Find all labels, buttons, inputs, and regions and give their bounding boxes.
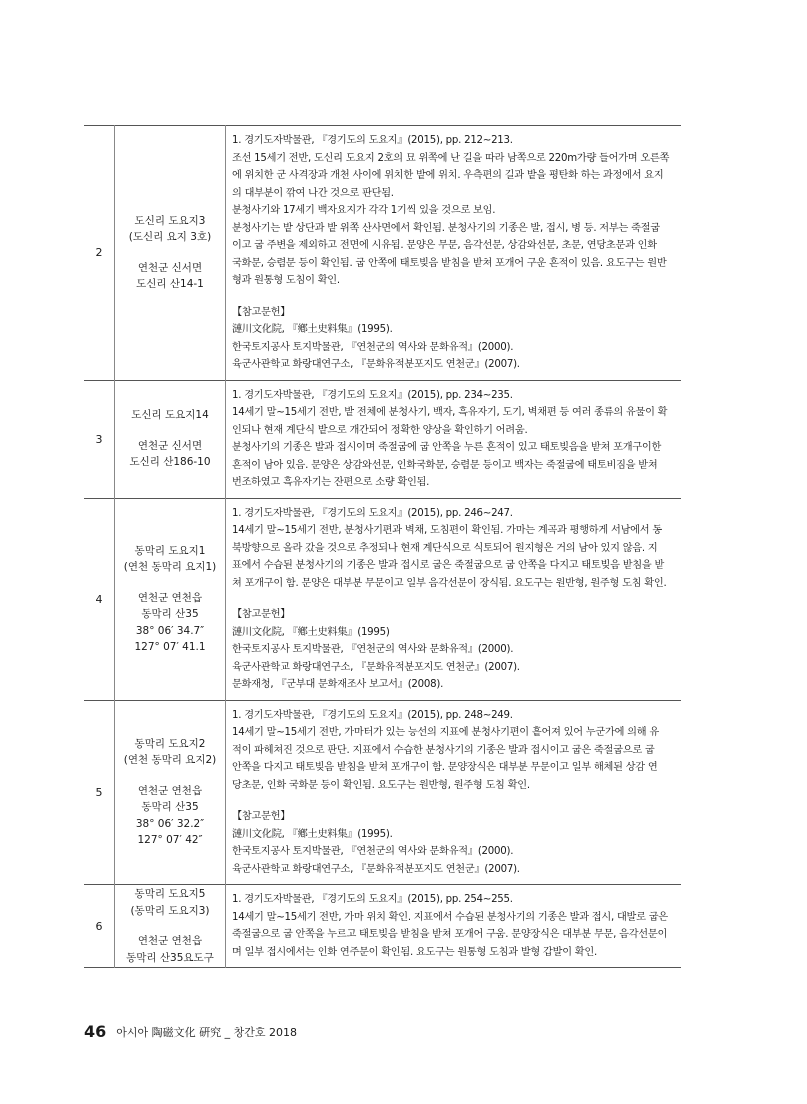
site-line: (연천 동막리 요지1) — [123, 561, 217, 573]
description-line: 분청사기와 17세기 백자요지가 각각 1기씩 있을 것으로 보임. — [232, 205, 496, 216]
description-line: 14세기 말∼15세기 전반, 가마 위치 확인. 지표에서 수습된 분청사기의 기종은 발과 접시, 대발로 굽은 — [232, 911, 668, 923]
description-line: 안쪽을 다지고 태토빚음 받침을 받쳐 포개구이 함. 문양장식은 대부분 무문이고 일부 해체된 상감 연 — [232, 762, 658, 773]
site-name-cell — [115, 700, 226, 885]
journal-title: 아시아 陶磁文化 硏究 _ 창간호 2018 — [116, 1026, 297, 1039]
row-number: 2 — [84, 126, 115, 381]
description-line: 국화문, 승렴문 등이 확인됨. 굽 안쪽에 태토빚음 받침을 받쳐 포개어 구운 흔적이 있음. 요도구는 원반 — [232, 257, 667, 269]
description-line: 북방향으로 올라 갔을 것으로 추정되나 현재 계단식으로 식토되어 원지형은 거의 남아 있지 않음. 지 — [232, 542, 658, 554]
site-line: 연천군 연천읍 — [137, 935, 203, 947]
site-name-cell — [115, 380, 226, 498]
description-line: 14세기 말∼15세기 전반, 가마터가 있는 능선의 지표에 분청사기편이 흩어져 있어 누군가에 의해 유 — [232, 727, 659, 738]
site-line — [115, 424, 225, 438]
site-line: 연천군 신서면 — [137, 261, 203, 274]
description-line: 분청사기의 기종은 발과 접시이며 죽절굽에 굽 안쪽을 누른 흔적이 있고 태토빚음을 받쳐 포개구이한 — [232, 442, 662, 453]
description-cell — [226, 885, 682, 968]
site-line — [115, 246, 225, 260]
row-number: 5 — [84, 700, 115, 885]
site-line: 동막리 산35 — [141, 608, 199, 620]
site-name-cell — [115, 126, 226, 381]
site-line: 동막리 도요지2 — [134, 737, 206, 750]
site-line: 도신리 산186-10 — [129, 456, 211, 469]
table-row — [84, 380, 681, 498]
site-line: 연천군 연천읍 — [137, 784, 203, 797]
description-line: 한국토지공사 토지박물관, 『연천군의 역사와 문화유적』(2000). — [232, 846, 514, 857]
description-line: 쳐 포개구이 함. 문양은 대부분 무문이고 일부 음각선문이 장식됨. 요도구는 원반형, 원주형 도침 확인. — [232, 577, 667, 589]
site-line: 연천군 신서면 — [137, 439, 203, 452]
description-cell — [226, 126, 682, 381]
description-line: 1. 경기도자박물관, 『경기도의 도요지』(2015), pp. 254∼255. — [232, 894, 513, 905]
description-line — [232, 592, 677, 606]
site-line — [115, 769, 225, 783]
description-line: 에 위치한 군 사격장과 개천 사이에 위치한 밭에 위치. 우측편의 길과 밭을 평탄화 하는 과정에서 요지 — [232, 170, 664, 181]
site-table — [84, 125, 681, 968]
description-line: 【참고문헌】 — [232, 811, 291, 822]
description-line: 한국토지공사 토지박물관, 『연천군의 역사와 문화유적』(2000). — [232, 341, 514, 353]
description-line: 14세기 말∼15세기 전반, 분청사기편과 벽채, 도침편이 확인됨. 가마는 계곡과 평행하게 서남에서 동 — [232, 525, 662, 536]
description-line: 이고 굽 주변을 제외하고 전면에 시유됨. 문양은 무문, 음각선문, 상감와선문, 초문, 연당초문과 인화 — [232, 240, 657, 251]
description-line: 漣川文化院, 『鄕土史料集』(1995). — [232, 828, 393, 840]
row-number: 4 — [84, 498, 115, 700]
site-name-cell — [115, 498, 226, 700]
description-line: 번조하였고 흑유자기는 잔편으로 소량 확인됨. — [232, 477, 430, 488]
description-line: 흔적이 남아 있음. 문양은 상감와선문, 인화국화문, 승렴문 등이고 백자는 죽절굽에 태토비짐을 받쳐 — [232, 459, 658, 471]
description-line: 1. 경기도자박물관, 『경기도의 도요지』(2015), pp. 248∼249. — [232, 709, 513, 721]
description-line: 죽절굽으로 굽 안쪽을 누르고 태토빚음 받침을 받쳐 포개어 구움. 문양장식은 대부분 무문, 음각선문이 — [232, 929, 668, 940]
site-line: 연천군 연천읍 — [137, 591, 203, 604]
description-line: 【참고문헌】 — [232, 306, 291, 318]
site-line: 38° 06′ 32.2″ — [135, 817, 205, 830]
table-row — [84, 126, 681, 381]
description-line: 1. 경기도자박물관, 『경기도의 도요지』(2015), pp. 246∼247. — [232, 507, 513, 519]
row-number: 3 — [84, 380, 115, 498]
description-line — [232, 290, 677, 304]
site-line — [115, 919, 225, 933]
description-line: 漣川文化院, 『鄕土史料集』(1995). — [232, 324, 393, 335]
description-line: 형과 원통형 도침이 확인. — [232, 275, 340, 286]
description-line: 조선 15세기 전반, 도신리 도요지 2호의 묘 위쪽에 난 길을 따라 남쪽으로 220m가량 들어가며 오른쪽 — [232, 152, 670, 164]
site-line: 127° 07′ 42″ — [137, 834, 203, 847]
description-line: 의 대부분이 깎여 나간 것으로 판단됨. — [232, 187, 394, 199]
page-number: 46 — [84, 1022, 107, 1041]
description-line: 한국토지공사 토지박물관, 『연천군의 역사와 문화유적』(2000). — [232, 644, 514, 655]
table-row — [84, 885, 681, 968]
description-line: 14세기 말∼15세기 전반, 밭 전체에 분청사기, 백자, 흑유자기, 도기, 벽채편 등 여러 종류의 유물이 확 — [232, 407, 668, 418]
description-cell — [226, 380, 682, 498]
description-line: 漣川文化院, 『鄕土史料集』(1995) — [232, 626, 390, 638]
description-line: 육군사관학교 화랑대연구소, 『문화유적분포지도 연천군』(2007). — [232, 359, 520, 370]
description-line: 1. 경기도자박물관, 『경기도의 도요지』(2015), pp. 234∼235. — [232, 389, 513, 401]
site-line — [115, 576, 225, 590]
site-line: 동막리 산35 — [141, 801, 199, 814]
site-line: 동막리 도요지1 — [134, 544, 206, 557]
description-line: 【참고문헌】 — [232, 609, 291, 620]
description-line — [232, 794, 677, 808]
table-row — [84, 498, 681, 700]
site-line: (연천 동막리 요지2) — [123, 754, 217, 767]
table-row — [84, 700, 681, 885]
site-line: 127° 07′ 41.1 — [134, 641, 206, 653]
site-line: (동막리 도요지3) — [130, 904, 210, 917]
row-number: 6 — [84, 885, 115, 968]
description-line: 문화재청, 『군부대 문화재조사 보고서』(2008). — [232, 679, 444, 690]
description-line: 분청사기는 밭 상단과 밭 위쪽 산사면에서 확인됨. 분청사기의 기종은 발, 접시, 병 등. 저부는 죽절굽 — [232, 222, 660, 234]
description-line: 당초문, 인화 국화문 등이 확인됨. 요도구는 원반형, 원주형 도침 확인. — [232, 779, 530, 791]
description-line: 표에서 수습된 분청사기의 기종은 발과 접시로 굽은 죽절굽으로 굽 안쪽을 다지고 태토빚음 받침을 받 — [232, 560, 665, 571]
description-line: 적이 파헤쳐진 것으로 판단. 지표에서 수습한 분청사기의 기종은 발과 접시이고 굽은 죽절굽으로 굽 — [232, 744, 655, 756]
site-line: (도신리 요지 3호) — [128, 231, 212, 244]
description-line: 육군사관학교 화랑대연구소, 『문화유적분포지도 연천군』(2007). — [232, 863, 520, 875]
description-line: 1. 경기도자박물관, 『경기도의 도요지』(2015), pp. 212∼213. — [232, 135, 513, 146]
site-line: 도신리 도요지14 — [131, 409, 209, 422]
site-line: 38° 06′ 34.7″ — [135, 624, 205, 637]
description-line: 인되나 현재 계단식 밭으로 개간되어 정확한 양상을 확인하기 어려움. — [232, 424, 528, 436]
page-footer — [84, 1022, 297, 1041]
site-line: 도신리 산14-1 — [136, 278, 204, 291]
description-line: 며 일부 접시에서는 인화 연주문이 확인됨. 요도구는 원통형 도침과 발형 갑발이 확인. — [232, 946, 597, 958]
description-cell — [226, 700, 682, 885]
site-name-cell — [115, 885, 226, 968]
description-cell — [226, 498, 682, 700]
site-line: 동막리 도요지5 — [134, 888, 206, 900]
description-line: 육군사관학교 화랑대연구소, 『문화유적분포지도 연천군』(2007). — [232, 661, 520, 673]
site-line: 도신리 도요지3 — [134, 214, 206, 227]
site-line: 동막리 산35요도구 — [126, 951, 214, 964]
